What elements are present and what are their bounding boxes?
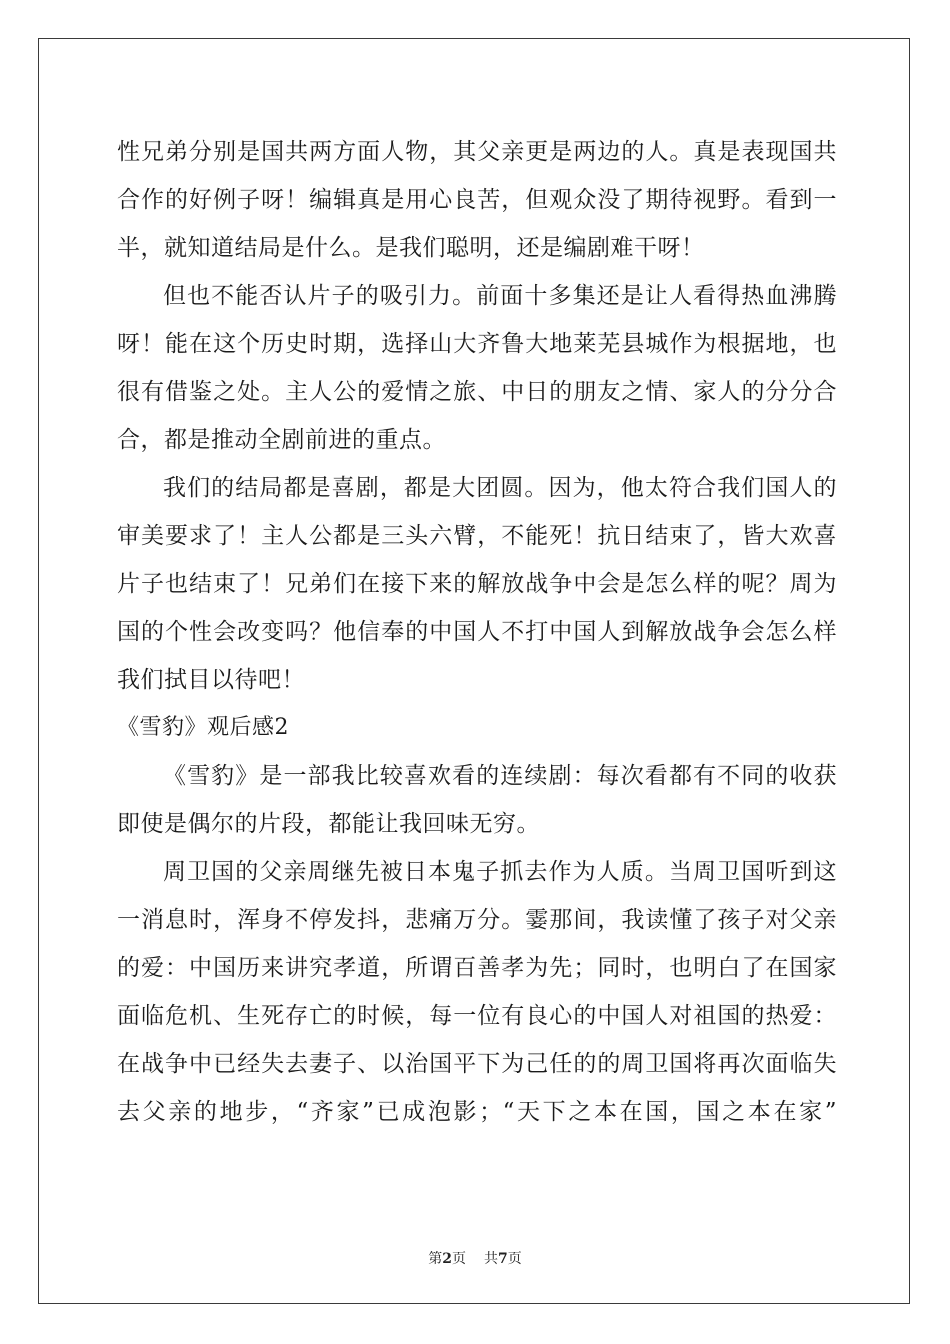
total-suffix: 页 <box>507 1251 522 1267</box>
page-footer <box>0 1248 950 1268</box>
text-line: 呀！能在这个历史时期，选择山大齐鲁大地莱芜县城作为根据地，也 <box>117 331 837 357</box>
text-line: 在战争中已经失去妻子、以治国平下为己任的的周卫国将再次面临失 <box>117 1051 837 1077</box>
text-line: 很有借鉴之处。主人公的爱情之旅、中日的朋友之情、家人的分分合 <box>117 379 837 405</box>
text-line: 合，都是推动全剧前进的重点。 <box>117 427 446 453</box>
text-line: 周卫国的父亲周继先被日本鬼子抓去作为人质。当周卫国听到这 <box>163 859 837 885</box>
section-heading: 《雪豹》观后感2 <box>117 715 289 740</box>
text-line: 的爱：中国历来讲究孝道，所谓百善孝为先；同时，也明白了在国家 <box>117 955 837 981</box>
text-line: 一消息时，浑身不停发抖，悲痛万分。霎那间，我读懂了孩子对父亲 <box>117 907 837 933</box>
text-line: 国的个性会改变吗？他信奉的中国人不打中国人到解放战争会怎么样 <box>117 619 837 645</box>
text-line: 片子也结束了！兄弟们在接下来的解放战争中会是怎么样的呢？周为 <box>117 571 837 597</box>
text-line: 审美要求了！主人公都是三头六臂，不能死！抗日结束了，皆大欢喜 <box>117 523 837 549</box>
text-line: 性兄弟分别是国共两方面人物，其父亲更是两边的人。真是表现国共 <box>117 139 837 165</box>
text-line: 半，就知道结局是什么。是我们聪明，还是编剧难干呀！ <box>117 235 705 261</box>
text-line: 面临危机、生死存亡的时候，每一位有良心的中国人对祖国的热爱： <box>117 1003 837 1029</box>
text-line: 去父亲的地步，“齐家”已成泡影；“天下之本在国，国之本在家” <box>117 1099 837 1125</box>
text-line: 即使是偶尔的片段，都能让我回味无穷。 <box>117 811 540 837</box>
text-line: 我们拭目以待吧！ <box>117 667 305 693</box>
page-suffix: 页 <box>452 1251 466 1267</box>
total-prefix: 共 <box>484 1251 498 1267</box>
text-line: 合作的好例子呀！编辑真是用心良苦，但观众没了期待视野。看到一 <box>117 187 837 213</box>
page-prefix: 第 <box>428 1251 443 1267</box>
text-line: 《雪豹》是一部我比较喜欢看的连续剧：每次看都有不同的收获 <box>163 763 837 789</box>
document-body <box>117 128 837 1136</box>
text-line: 但也不能否认片子的吸引力。前面十多集还是让人看得热血沸腾 <box>163 283 837 309</box>
total-pages: 7 <box>498 1251 508 1267</box>
page-number: 2 <box>442 1251 452 1267</box>
text-line: 我们的结局都是喜剧，都是大团圆。因为，他太符合我们国人的 <box>163 475 837 501</box>
